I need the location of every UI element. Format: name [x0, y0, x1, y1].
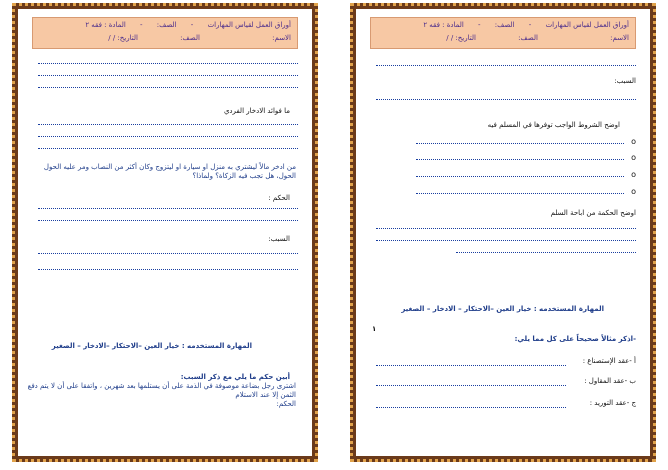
question-savings-benefits: ما فوائد الادخار الفردي	[223, 107, 290, 115]
header-grade: الصف:	[156, 21, 177, 29]
answer-line	[376, 385, 566, 386]
header-title: أوراق العمل لقياس المهارات	[207, 21, 291, 29]
answer-line	[38, 136, 298, 137]
header-date: التاريخ: / /	[108, 34, 138, 42]
header-grade: الصف:	[494, 21, 515, 29]
item-istisna: أ -عقد الإستصناع :	[582, 357, 636, 365]
answer-line	[38, 253, 298, 254]
page-header	[32, 17, 298, 49]
answer-line	[38, 87, 298, 88]
header-class: الصف:	[180, 34, 200, 42]
question-conditions: اوضح الشروط الواجب توفرها في المسلم فيه	[487, 121, 620, 129]
header-line-1	[377, 21, 629, 33]
header-sep: -	[528, 21, 532, 29]
bullet-1: o	[631, 137, 636, 146]
answer-line	[416, 159, 624, 160]
header-subject: المادة : فقه ٢	[85, 21, 126, 29]
header-name: الاسم:	[610, 34, 629, 42]
header-title: أوراق العمل لقياس المهارات	[545, 21, 629, 29]
answer-line	[416, 176, 624, 177]
answer-line	[38, 75, 298, 76]
question-number: ١	[372, 325, 377, 333]
question-wisdom: اوضح الحكمة من اباحة السلم	[550, 209, 636, 217]
page-header	[370, 17, 636, 49]
question-ruling-line3: الحكم:	[276, 400, 296, 408]
sabab-label: السبب:	[614, 77, 636, 85]
answer-line	[456, 252, 636, 253]
header-sep: -	[140, 21, 143, 29]
item-tawrid: ج -عقد التوريد :	[589, 399, 636, 407]
header-line-2	[39, 34, 291, 46]
worksheet-page-left	[12, 3, 318, 462]
header-sep: -	[478, 21, 481, 29]
sabab-label: السبب:	[268, 235, 290, 243]
header-date: التاريخ: / /	[446, 34, 476, 42]
answer-line	[38, 220, 298, 221]
answer-line	[376, 228, 636, 229]
answer-line	[38, 124, 298, 125]
header-line-2	[377, 34, 629, 46]
answer-line	[38, 63, 298, 64]
question-examples: -اذكر مثالاً صحيحاً على كل مما يلي:	[514, 335, 636, 343]
question-zakat-line2: الحول، هل تجب فيه الزكاة؟ ولماذا؟	[192, 172, 296, 180]
header-class: الصف:	[518, 34, 538, 42]
answer-line	[376, 365, 566, 366]
answer-line	[416, 143, 624, 144]
bullet-2: o	[631, 153, 636, 162]
header-sep: -	[190, 21, 194, 29]
bullet-3: o	[631, 170, 636, 179]
skill-label: المهارة المستخدمه : خيار العين –الاحتكار – الادخار – الصغير	[401, 305, 604, 313]
answer-line	[376, 99, 636, 100]
answer-line	[38, 208, 298, 209]
answer-line	[416, 193, 624, 194]
answer-line	[38, 269, 298, 270]
answer-line	[376, 65, 636, 66]
header-name: الاسم:	[272, 34, 291, 42]
answer-line	[38, 148, 298, 149]
answer-line	[376, 240, 636, 241]
answer-line	[376, 407, 566, 408]
question-ruling-line2: الثمن إلا عند الاستلام	[235, 391, 296, 399]
question-ruling-line1: اشترى رجل بضاعة موصوفة في الذمة على أن يستلمها بعد شهرين ، واتفقا على أن لا يتم دفع	[27, 382, 296, 390]
bullet-4: o	[631, 187, 636, 196]
header-subject: المادة : فقه ٢	[423, 21, 464, 29]
hukm-label: الحكم :	[268, 194, 290, 202]
worksheet-page-right	[350, 3, 656, 462]
skill-label: المهارة المستخدمه : خيار العين –الاحتكار –الادخار – الصغير	[51, 342, 252, 350]
question-ruling-title: أبين حكم ما يلي مع ذكر السبب:	[180, 373, 290, 381]
header-line-1	[39, 21, 291, 33]
question-zakat-line1: من ادخر مالاً ليشتري به منزل او سيارة او ليتزوج وكان أكثر من النصاب ومر عليه الحول	[43, 163, 296, 171]
item-muqawala: ب -عقد المقاول :	[584, 377, 636, 385]
